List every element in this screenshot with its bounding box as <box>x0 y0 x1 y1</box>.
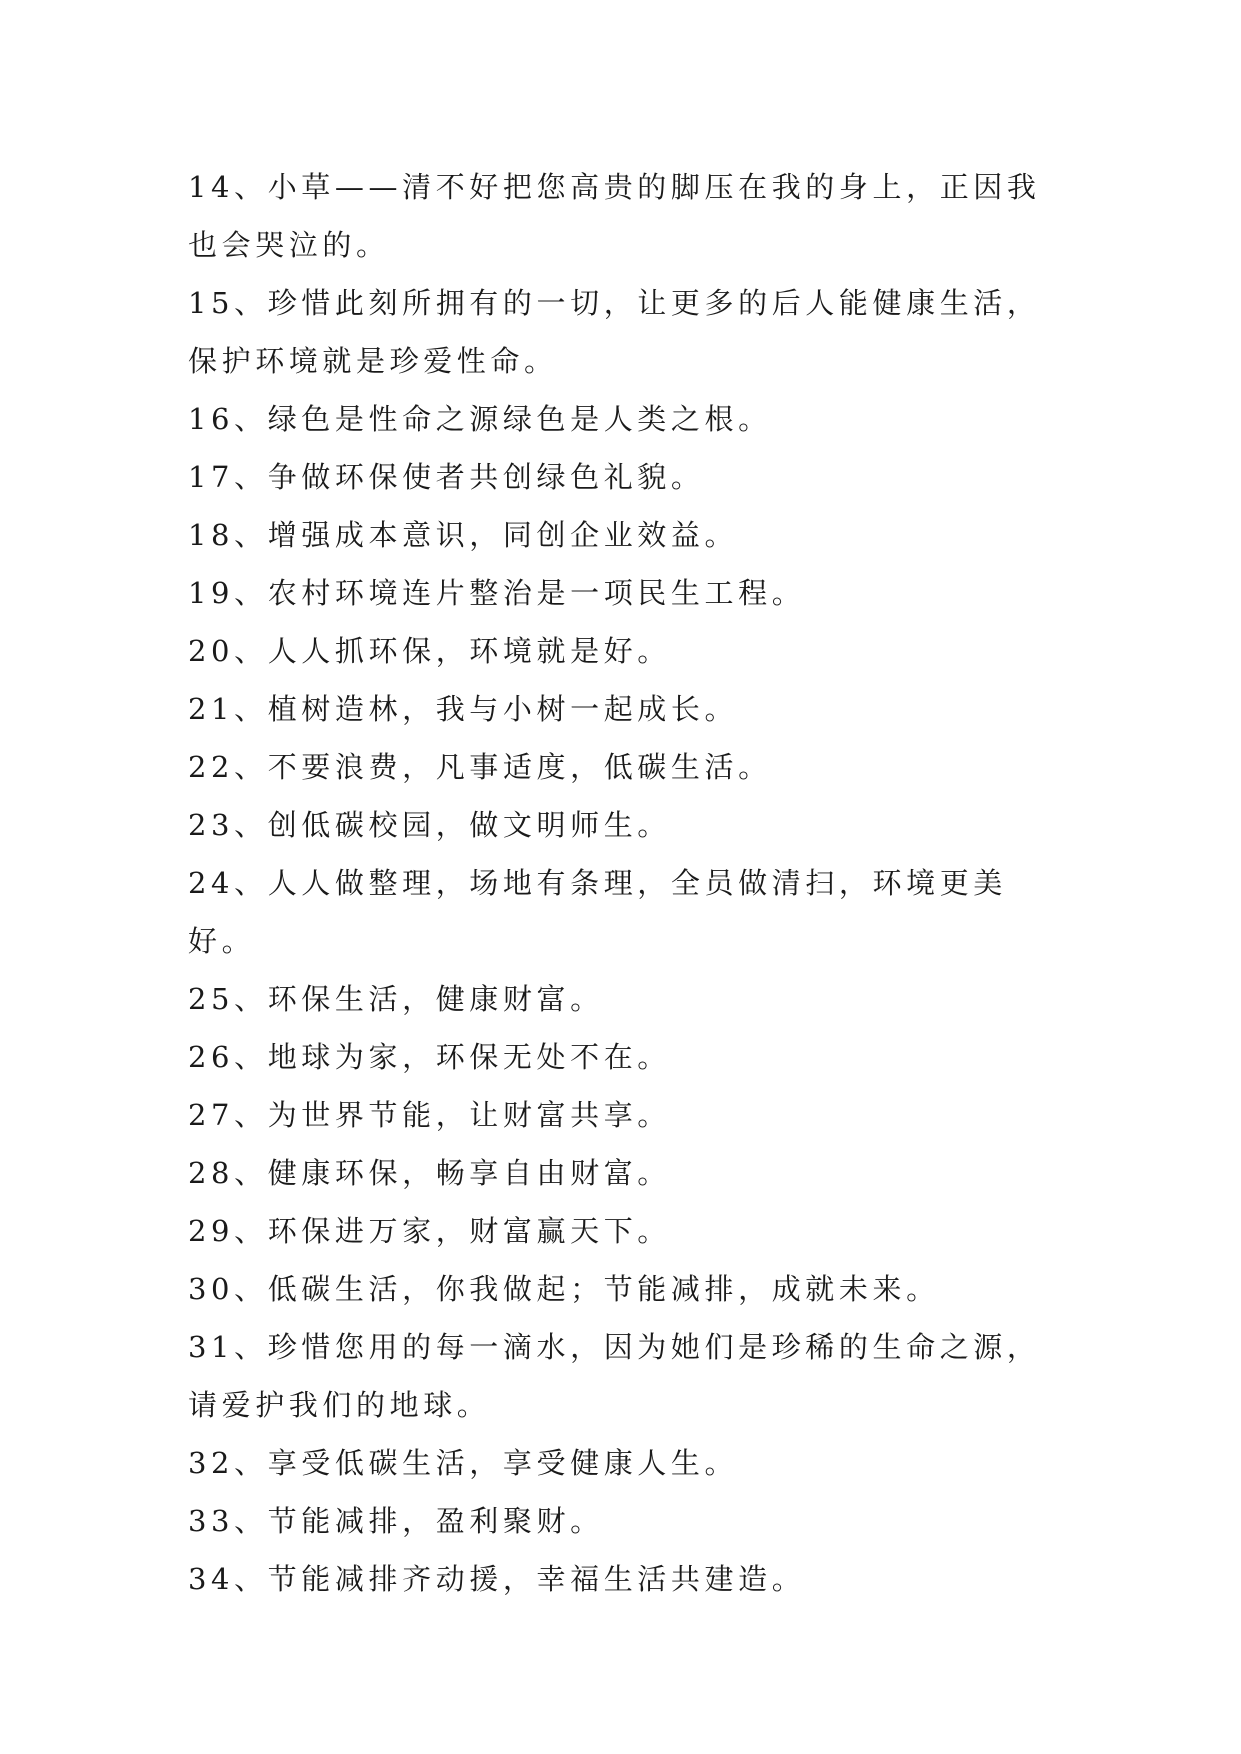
list-item: 33、节能减排，盈利聚财。 <box>188 1504 604 1538</box>
list-item: 32、享受低碳生活，享受健康人生。 <box>188 1446 739 1480</box>
list-item: 27、为世界节能，让财富共享。 <box>188 1098 671 1132</box>
slogan-list <box>188 158 1068 1608</box>
list-item: 19、农村环境连片整治是一项民生工程。 <box>188 576 806 610</box>
list-item: 22、不要浪费，凡事适度，低碳生活。 <box>188 750 772 784</box>
list-item: 28、健康环保，畅享自由财富。 <box>188 1156 671 1190</box>
list-item: 24、人人做整理，场地有条理，全员做清扫，环境更美好。 <box>188 866 1007 958</box>
list-item: 20、人人抓环保，环境就是好。 <box>188 634 671 668</box>
list-item: 14、小草——清不好把您高贵的脚压在我的身上，正因我也会哭泣的。 <box>188 170 1041 262</box>
list-item: 23、创低碳校园，做文明师生。 <box>188 808 671 842</box>
list-item: 34、节能减排齐动援，幸福生活共建造。 <box>188 1562 806 1596</box>
list-item: 15、珍惜此刻所拥有的一切，让更多的后人能健康生活，保护环境就是珍爱性命。 <box>188 286 1041 378</box>
list-item: 16、绿色是性命之源绿色是人类之根。 <box>188 402 772 436</box>
list-item: 25、环保生活，健康财富。 <box>188 982 604 1016</box>
list-item: 30、低碳生活，你我做起；节能减排，成就未来。 <box>188 1272 940 1306</box>
list-item: 18、增强成本意识，同创企业效益。 <box>188 518 739 552</box>
list-item: 29、环保进万家，财富赢天下。 <box>188 1214 671 1248</box>
list-item: 31、珍惜您用的每一滴水，因为她们是珍稀的生命之源，请爱护我们的地球。 <box>188 1330 1041 1422</box>
list-item: 17、争做环保使者共创绿色礼貌。 <box>188 460 705 494</box>
list-item: 21、植树造林，我与小树一起成长。 <box>188 692 739 726</box>
list-item: 26、地球为家，环保无处不在。 <box>188 1040 671 1074</box>
